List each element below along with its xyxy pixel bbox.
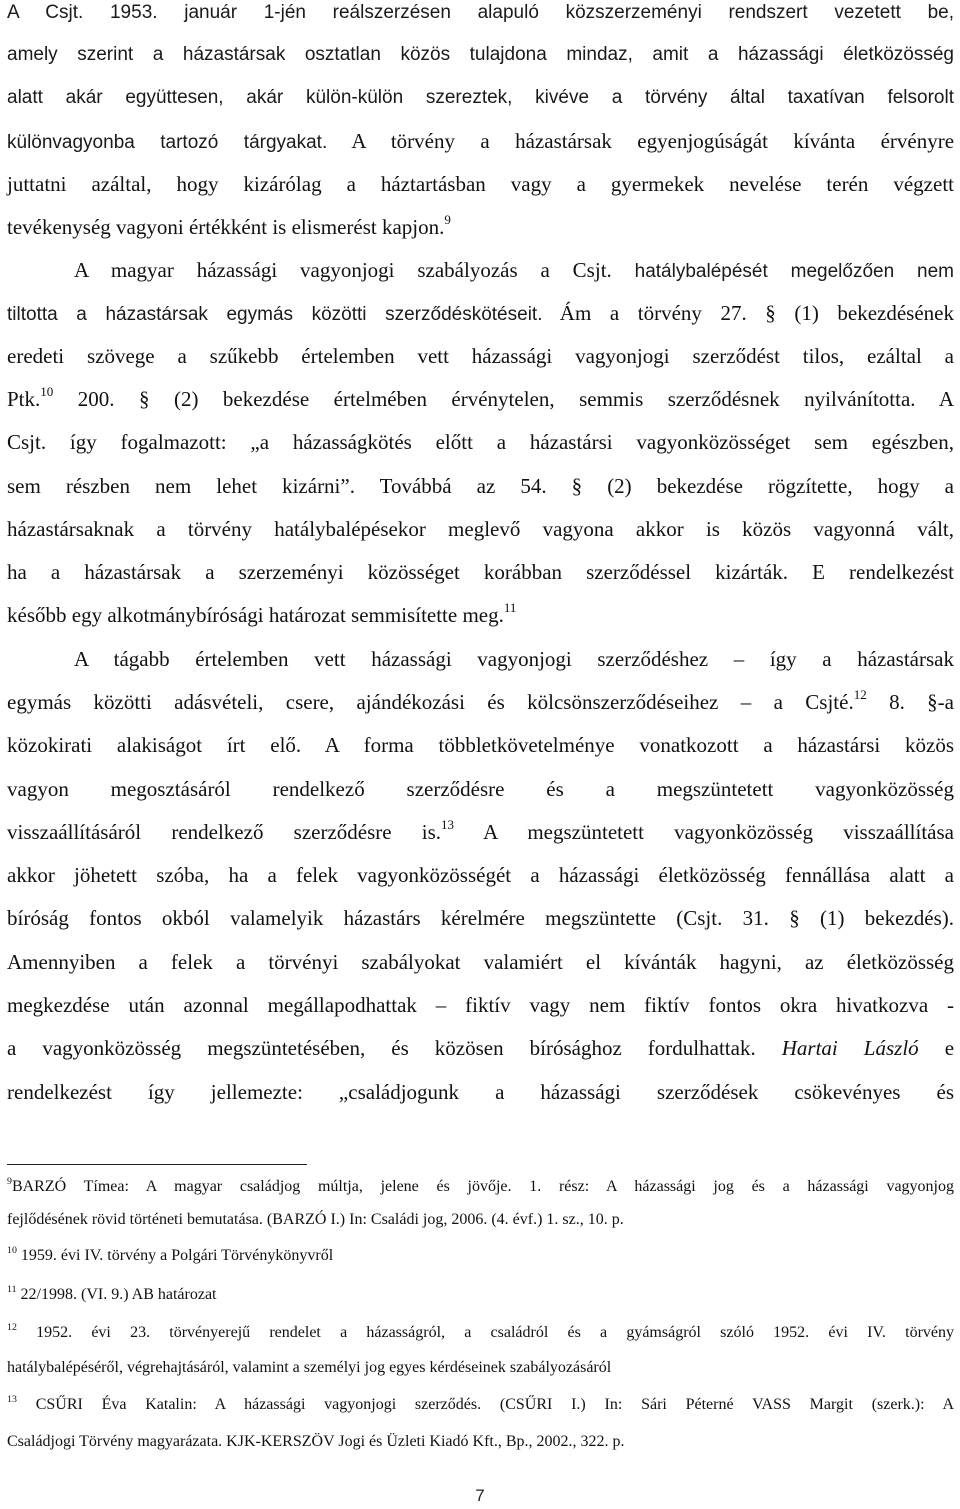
footnote-ref: 10 bbox=[40, 384, 54, 400]
body-line: házastársaknak a törvény hatálybalépésekor meglevő vagyona akkor is közös vagyonná vált, bbox=[7, 517, 954, 541]
body-line: A magyar házassági vagyonjogi szabályozás a Csjt. hatálybalépését megelőzően nem bbox=[74, 258, 954, 282]
footnote-ref: 13 bbox=[441, 817, 455, 833]
body-line: Ptk.$^{10}$ 200. § (2) bekezdése értelmében érvénytelen, semmis szerződésnek nyilvánította. A bbox=[7, 384, 955, 411]
footnote-9: $^9$BARZÓ Tímea: A magyar családjog múltja, jelene és jövője. 1. rész: A házassági jog és a házassági vagyonjog bbox=[7, 1175, 954, 1195]
body-line: bíróság fontos okból valamelyik házastárs kérelmére megszüntette (Csjt. 31. § (1) bekezdés). bbox=[7, 906, 954, 930]
body-line: ha a házastársak a szerzeményi közösséget korábban szerződéssel kizárták. E rendelkezést bbox=[7, 560, 954, 584]
body-line: visszaállításáról rendelkező szerződésre is.$^{13}$ A megszüntetett vagyonközösség visszaállítása bbox=[7, 817, 954, 844]
footnote-9-cont: fejlődésének rövid történeti bemutatása. (BARZÓ I.) In: Családi jog, 2006. (4. évf.) 1. sz., 10. p. bbox=[7, 1211, 624, 1228]
author-name: Hartai László bbox=[781, 1036, 919, 1060]
body-line: vagyon megosztásáról rendelkező szerződésre és a megszüntetett vagyonközösség bbox=[7, 777, 954, 801]
footnote-11: $^{11}$ 22/1998. (VI. 9.) AB határozat bbox=[7, 1283, 217, 1303]
body-line: tevékenység vagyoni értékként is elismerést kapjon.$^9$ bbox=[7, 212, 451, 239]
footnote-ref: 9 bbox=[444, 212, 451, 228]
body-line: juttatni azáltal, hogy kizárólag a háztartásban vagy a gyermekek nevelése terén végzett bbox=[7, 172, 954, 196]
body-line: sem részben nem lehet kizárni”. Továbbá az 54. § (2) bekezdése rögzítette, hogy a bbox=[7, 474, 954, 498]
body-line: később egy alkotmánybírósági határozat semmisítette meg.$^{11}$ bbox=[7, 600, 517, 627]
footnote-separator bbox=[7, 1164, 307, 1165]
body-line: A tágabb értelemben vett házassági vagyonjogi szerződéshez – így a házastársak bbox=[74, 647, 954, 671]
body-line: rendelkezést így jellemezte: „családjogunk a házassági szerződések csökevényes és bbox=[7, 1080, 954, 1104]
footnote-ref: 12 bbox=[853, 687, 867, 703]
body-line: akkor jöhetett szóba, ha a felek vagyonközösségét a házassági életközösség fennállása alatt a bbox=[7, 863, 954, 887]
footnote-13: $^{13}$ CSŰRI Éva Katalin: A házassági vagyonjogi szerződés. (CSŰRI I.) In: Sári Péterné VASS Margit (szerk.): A bbox=[7, 1393, 955, 1413]
body-line: alatt akár együttesen, akár külön-külön szereztek, kivéve a törvény által taxatívan felsorolt bbox=[7, 87, 954, 108]
body-line: Csjt. így fogalmazott: „a házasságkötés előtt a házastársi vagyonközösséget sem egészben, bbox=[7, 430, 954, 454]
body-line: a vagyonközösség megszüntetésében, és közösen bírósághoz fordulhattak. Hartai László e bbox=[7, 1036, 955, 1060]
body-line: A Csjt. 1953. január 1-jén reálszerzésen alapuló közszerzeményi rendszert vezetett be, bbox=[7, 2, 954, 23]
footnote-12-cont: hatálybalépéséről, végrehajtásáról, valamint a személyi jog egyes kérdéseinek szabályozásáról bbox=[7, 1359, 612, 1376]
body-line: tiltotta a házastársak egymás közötti szerződéskötéseit. Ám a törvény 27. § (1) bekezdésének bbox=[7, 301, 954, 325]
footnote-13-cont: Családjogi Törvény magyarázata. KJK-KERSZÖV Jogi és Üzleti Kiadó Kft., Bp., 2002., 322. p. bbox=[7, 1433, 625, 1450]
body-line: eredeti szövege a szűkebb értelemben vett házassági vagyonjogi szerződést tilos, ezáltal a bbox=[7, 344, 954, 368]
body-line: közokirati alakiságot írt elő. A forma többletkövetelménye vonatkozott a házastársi közös bbox=[7, 733, 954, 757]
footnote-12: $^{12}$ 1952. évi 23. törvényerejű rendelet a házasságról, a családról és a gyámságról szóló 1952. évi IV. törvény bbox=[7, 1321, 955, 1341]
footnote-10: $^{10}$ 1959. évi IV. törvény a Polgári Törvénykönyvről bbox=[7, 1244, 334, 1264]
body-line: megkezdése után azonnal megállapodhattak – fiktív vagy nem fiktív fontos okra hivatkozva - bbox=[7, 993, 954, 1017]
body-line: Amennyiben a felek a törvényi szabályokat valamiért el kívánták hagyni, az életközösség bbox=[7, 950, 954, 974]
footnote-ref: 11 bbox=[503, 600, 517, 616]
body-line: egymás közötti adásvételi, csere, ajándékozási és kölcsönszerződéseihez – a Csjté.$^{12}$ 8. §-a bbox=[7, 687, 954, 714]
body-line: különvagyonba tartozó tárgyakat. A törvény a házastársak egyenjogúságát kívánta érvényre bbox=[7, 129, 955, 153]
body-line: amely szerint a házastársak osztatlan közös tulajdona mindaz, amit a házassági életközösség bbox=[7, 44, 954, 65]
page-number: 7 bbox=[475, 1486, 485, 1505]
